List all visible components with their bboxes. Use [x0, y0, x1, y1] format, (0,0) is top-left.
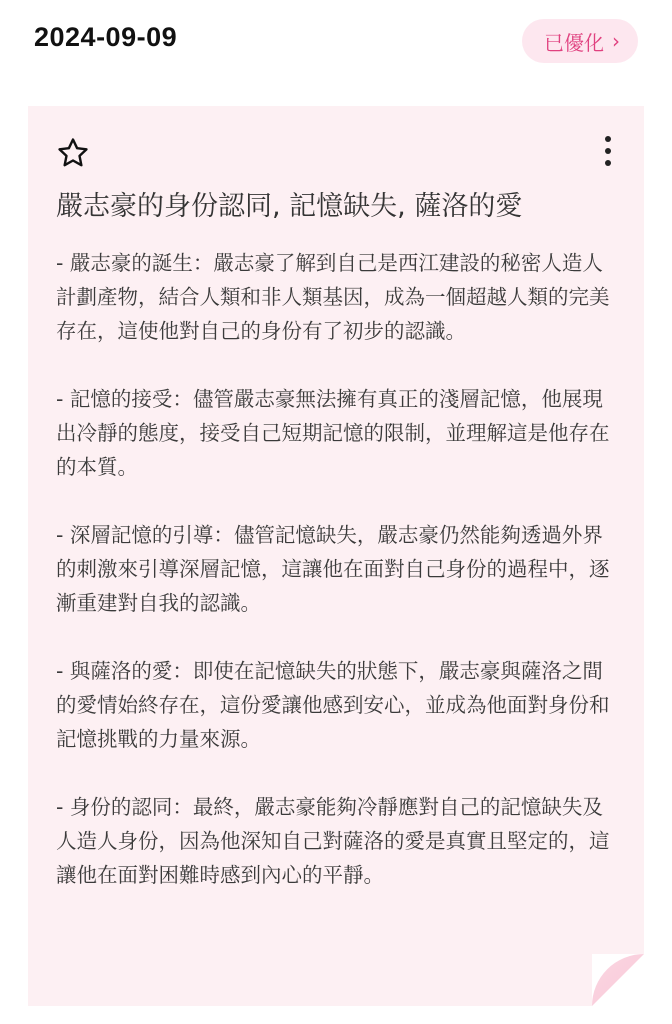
page-curl-corner — [592, 954, 644, 1006]
note-title: 嚴志豪的身份認同, 記憶缺失, 薩洛的愛 — [56, 191, 523, 222]
note-body — [56, 246, 618, 926]
note-card — [28, 106, 644, 1006]
status-label: 已優化 — [544, 30, 604, 55]
more-vertical-icon[interactable] — [602, 136, 614, 166]
note-paragraph: - 嚴志豪的誕生：嚴志豪了解到自己是西江建設的秘密人造人計劃產物，結合人類和非人類基因，成為一個超越人類的完美存在，這使他對自己的身份有了初步的認識。 — [56, 251, 610, 343]
note-paragraph: - 與薩洛的愛：即使在記憶缺失的狀態下，嚴志豪與薩洛之間的愛情始終存在，這份愛讓他感到安心，並成為他面對身份和記憶挑戰的力量來源。 — [56, 659, 610, 751]
note-paragraph: - 深層記憶的引導：儘管記憶缺失，嚴志豪仍然能夠透過外界的刺激來引導深層記憶，這讓他在面對自己身份的過程中，逐漸重建對自我的認識。 — [56, 523, 610, 615]
chevron-right-icon: › — [612, 29, 620, 53]
note-date: 2024-09-09 — [34, 22, 178, 52]
note-paragraph: - 記憶的接受：儘管嚴志豪無法擁有真正的淺層記憶，他展現出冷靜的態度，接受自己短期記憶的限制，並理解這是他存在的本質。 — [56, 387, 610, 479]
star-outline-icon[interactable] — [56, 136, 90, 170]
note-paragraph: - 身份的認同：最終，嚴志豪能夠冷靜應對自己的記憶缺失及人造人身份，因為他深知自己對薩洛的愛是真實且堅定的，這讓他在面對困難時感到內心的平靜。 — [56, 795, 610, 887]
optimized-status-button[interactable] — [522, 19, 638, 63]
